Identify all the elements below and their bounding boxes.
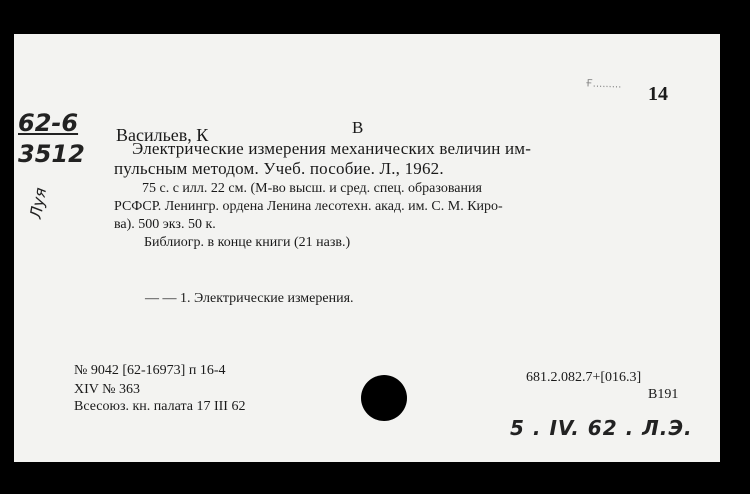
title-line-2: пульсным методом. Учеб. пособие. Л., 1962. [114, 159, 444, 178]
author-heading: Васильев, К [116, 125, 209, 145]
description-line-2: РСФСР. Ленингр. ордена Ленина лесотехн. акад. им. С. М. Киро- [114, 199, 503, 214]
record-line-2: XIV № 363 [74, 382, 140, 397]
card-number: 14 [648, 83, 668, 105]
handwritten-bottom-note: 5 . IV. 62 . Л.Э. [510, 416, 693, 440]
record-line-1: № 9042 [62-16973] п 16-4 [74, 363, 226, 378]
punch-hole [361, 375, 407, 421]
udc-classification: 681.2.082.7+[016.3] [526, 370, 642, 385]
subject-entry: — — 1. Электрические измерения. [145, 291, 354, 306]
handwritten-side-note: Луя [26, 186, 51, 220]
bibliography-note: Библиогр. в конце книги (21 назв.) [144, 235, 351, 250]
record-line-3: Всесоюз. кн. палата 17 III 62 [74, 399, 246, 414]
description-line-1: 75 с. с илл. 22 см. (М-во высш. и сред. спец. образования [142, 181, 482, 196]
title-line-1: Электрические измерения механических величин им- [132, 139, 532, 158]
faded-stamp: Ғ......... [585, 78, 622, 91]
bbk-classification: В191 [648, 387, 679, 402]
catalog-letter: В [352, 118, 364, 137]
description-line-3: ва). 500 экз. 50 к. [114, 217, 216, 232]
handwritten-shelfmark-bottom: 3512 [18, 140, 85, 168]
handwritten-shelfmark-top: 62-6 [18, 109, 79, 137]
